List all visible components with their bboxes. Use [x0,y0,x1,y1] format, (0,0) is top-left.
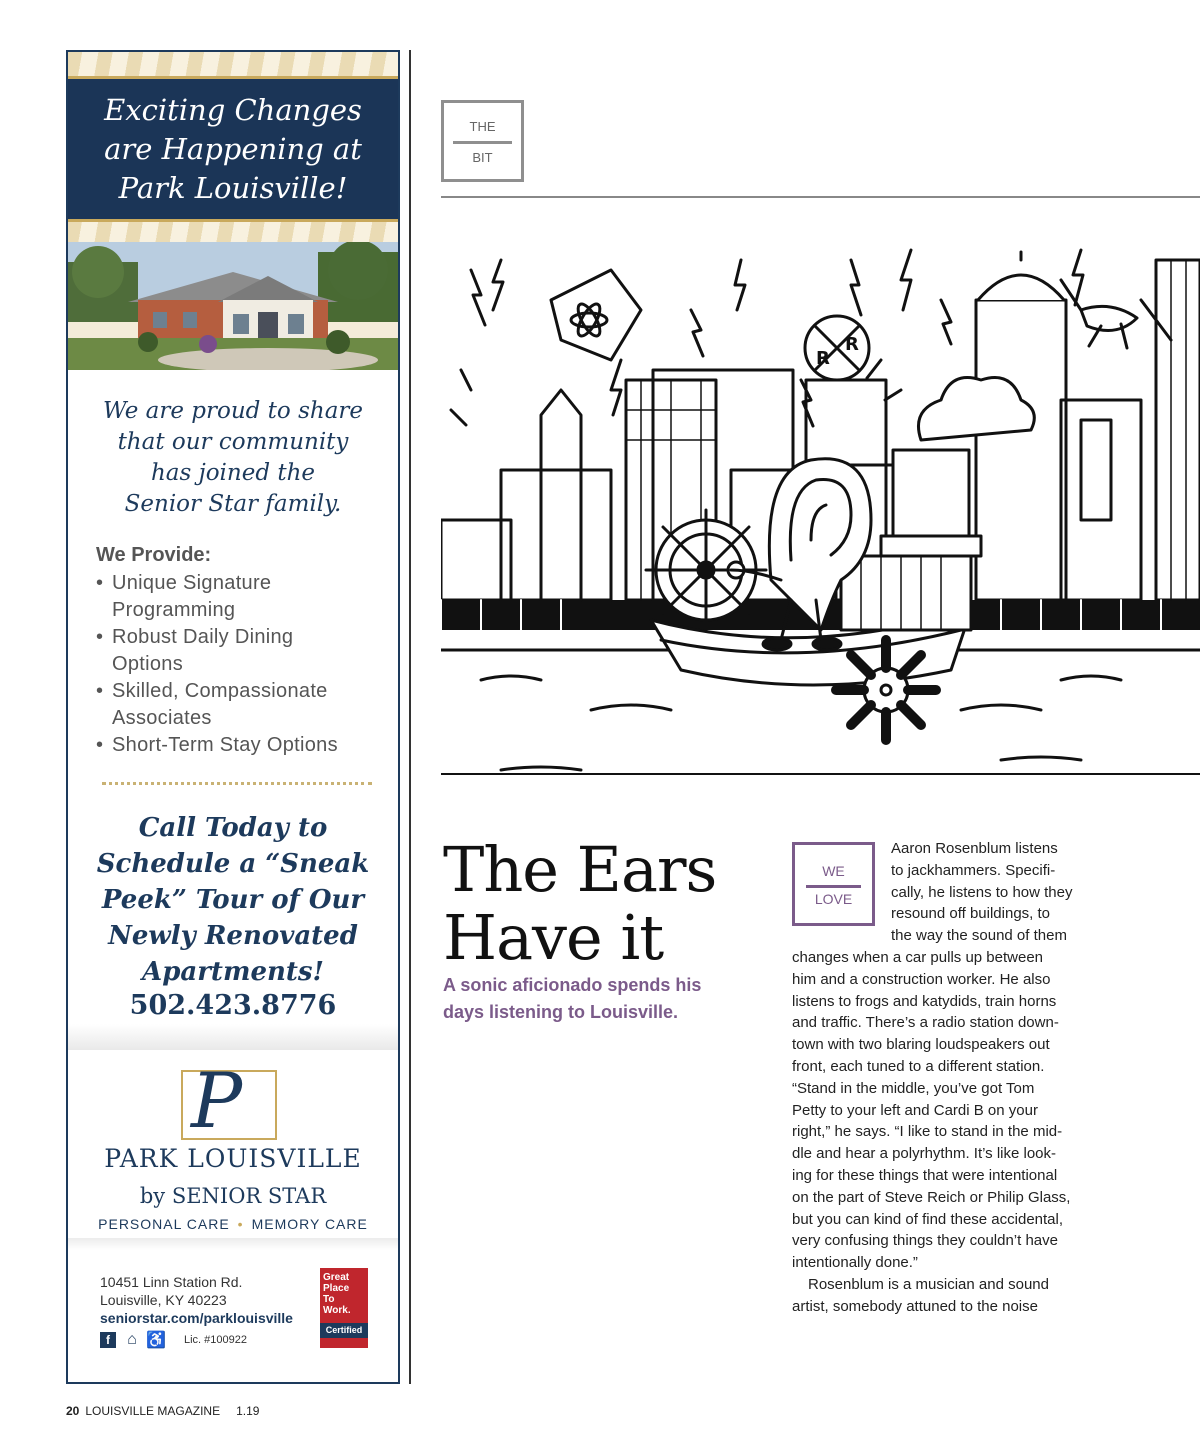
list-item: • Robust Daily Dining Options [96,624,396,678]
tag-line: LOVE [814,891,853,907]
body-line: Petty to your left and Cardi B on your [792,1101,1038,1119]
website-link[interactable]: seniorstar.com/parklouisville [100,1310,293,1326]
ear-steamboat-illustration [441,240,1200,780]
body-line: intentionally done.” [792,1254,918,1272]
article-dek: A sonic aficionado spends his days listening to Louisville. [443,975,702,1022]
cta-line: Call Today to [138,813,328,843]
body-line: him and a construction worker. He also [792,970,1051,988]
ad-lede-line: that our community [117,429,349,455]
body-line: listens to frogs and katydids, train horns [792,992,1057,1010]
crossing-sign-letter: R [816,348,830,369]
body-line: front, each tuned to a different station. [792,1057,1045,1075]
floral-pattern [68,220,398,244]
gray-band [68,1024,398,1050]
monogram-letter: P [191,1056,243,1145]
separator-dot: • [237,1216,244,1232]
body-line: cally, he listens to how they [891,883,1073,901]
body-line: resound off buildings, to [891,905,1051,923]
ad-banner [68,76,398,222]
magazine-name: LOUISVILLE MAGAZINE [85,1404,221,1418]
body-line: dle and hear a polyrhythm. It’s like look- [792,1145,1057,1163]
license-number: Lic. #100922 [184,1334,247,1346]
address-line: Louisville, KY 40223 [100,1292,227,1308]
equal-housing-icon: ⌂ [127,1331,137,1348]
page-folio [66,1404,259,1418]
provide-heading: We Provide: [96,544,212,566]
body-line: to jackhammers. Specifi- [891,861,1056,879]
call-to-action [68,810,398,990]
article-body [792,838,1092,1318]
crossing-sign-letter: R [845,334,859,355]
care-type: MEMORY CARE [251,1216,368,1232]
list-item: • Skilled, Compassionate Associates [96,678,396,732]
care-type: PERSONAL CARE [98,1216,230,1232]
body-line: and traffic. There’s a radio station down- [792,1014,1059,1032]
body-line: but you can kind of find these accidental, [792,1210,1064,1228]
gray-band [68,1238,398,1250]
headline-line: The Ears [443,833,717,906]
section-label-line: BIT [472,150,493,165]
body-line: changes when a car pulls up between [792,948,1044,966]
body-line: on the part of Steve Reich or Philip Glass, [792,1188,1071,1206]
park-louisville-ad [66,50,400,1384]
ad-headline-line: Park Louisville! [118,170,348,205]
brand-monogram [181,1056,277,1145]
section-label-line: THE [469,119,496,134]
header-rule [441,196,1200,198]
ad-lede-line: Senior Star family. [124,491,342,517]
ad-lede-line: We are proud to share [102,398,364,424]
cta-line: Apartments! [142,957,324,987]
ad-header-panel [68,52,398,370]
ad-headline-line: Exciting Changes [104,92,362,127]
body-line: artist, somebody attuned to the noise [792,1297,1038,1315]
ad-headline-line: are Happening at [104,131,362,166]
section-label [441,100,524,182]
body-line: Rosenblum is a musician and sound [808,1275,1049,1293]
brand-name: PARK LOUISVILLE [104,1144,362,1173]
cta-line: Schedule a “Sneak [96,849,370,879]
ad-headline [104,91,362,208]
icon-row [100,1332,247,1348]
column-divider [409,50,411,1384]
community-building-photo [68,242,398,370]
badge-certified: Certified [320,1323,368,1338]
address-block [100,1273,293,1327]
body-line: Aaron Rosenblum listens [891,840,1058,857]
provide-list [96,570,396,759]
body-line: “Stand in the middle, you’ve got Tom [792,1079,1035,1097]
tag-line: WE [822,863,845,879]
list-item: • Short-Term Stay Options [96,732,396,759]
body-line: right,” he says. “I like to stand in the mid- [792,1123,1063,1141]
phone-number[interactable]: 502.423.8776 [129,990,337,1021]
accessibility-icon: ♿ [146,1332,166,1349]
facebook-icon[interactable]: f [100,1332,116,1348]
body-line: ing for these things that were intentional [792,1166,1058,1184]
headline-line: Have it [443,901,664,974]
address-line: 10451 Linn Station Rd. [100,1274,243,1290]
great-place-to-work-badge: Great Place To Work. Certified [320,1268,368,1348]
dotted-divider [102,782,372,785]
page-number: 20 [66,1404,80,1418]
section-label-rule [453,141,512,144]
cta-line: Peek” Tour of Our [101,885,365,915]
list-item: • Unique Signature Programming [96,570,396,624]
body-line: very confusing things they couldn’t have [792,1232,1058,1250]
ad-lede-line: has joined the [150,460,316,486]
issue-date: 1.19 [236,1404,260,1418]
article-headline [443,833,717,974]
brand-byline: by SENIOR STAR [139,1184,327,1208]
ad-lede [68,396,398,520]
body-line: town with two blaring loudspeakers out [792,1036,1050,1054]
body-line: the way the sound of them [891,927,1067,945]
care-types [68,1216,398,1232]
cta-line: Newly Renovated [108,921,358,951]
